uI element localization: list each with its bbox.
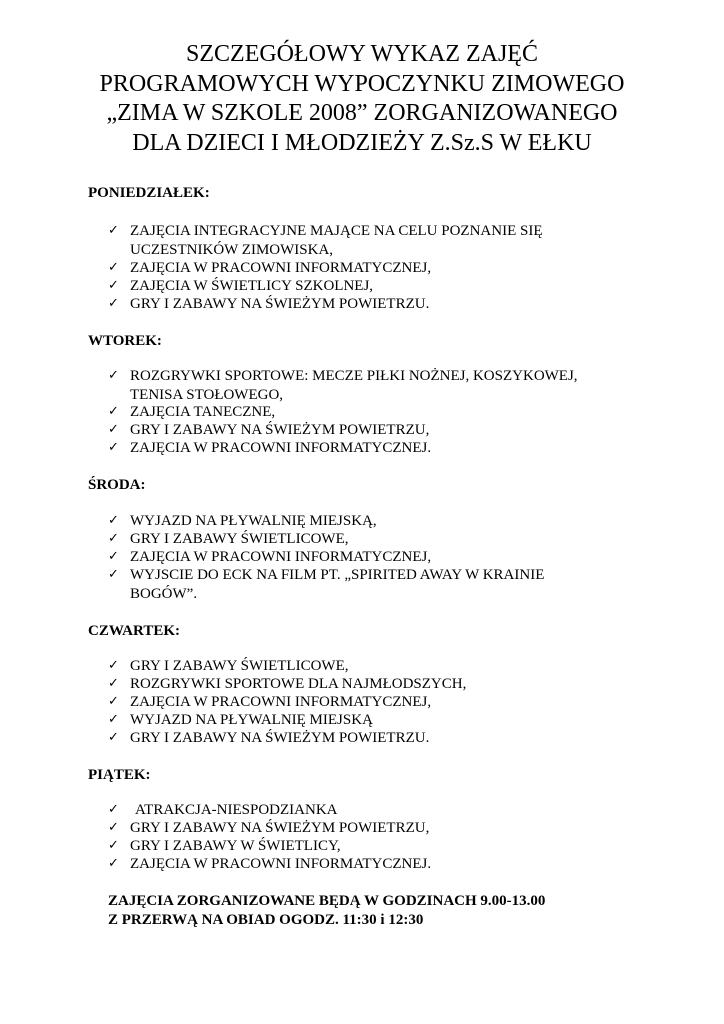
day-heading-thursday: CZWARTEK: [88,623,180,639]
checkmark-icon: ✓ [108,296,119,311]
list-item-text: ZAJĘCIA W PRACOWNI INFORMATYCZNEJ. [130,856,432,872]
title-line: PROGRAMOWYCH WYPOCZYNKU ZIMOWEGO [99,70,625,97]
title-line: DLA DZIECI I MŁODZIEŻY Z.Sz.S W EŁKU [132,129,592,156]
checkmark-icon: ✓ [108,838,119,853]
checkmark-icon: ✓ [108,368,119,383]
title-line: SZCZEGÓŁOWY WYKAZ ZAJĘĆ [186,41,538,67]
list-item-text: BOGÓW”. [130,585,198,602]
list-item-text: ZAJĘCIA W ŚWIETLICY SZKOLNEJ, [130,278,374,294]
schedule-hours-note [108,892,545,930]
title-line: „ZIMA W SZKOLE 2008” ZORGANIZOWANEGO [106,100,618,126]
checkmark-icon: ✓ [108,422,119,437]
list-item-text: TENISA STOŁOWEGO, [130,386,284,403]
checkmark-icon: ✓ [108,513,119,528]
checkmark-icon: ✓ [108,730,119,745]
list-item-text: UCZESTNIKÓW ZIMOWISKA, [130,241,334,258]
list-item-text: GRY I ZABAWY W ŚWIETLICY, [130,838,341,854]
checkmark-icon: ✓ [108,856,119,871]
list-item-text: WYJAZD NA PŁYWALNIĘ MIEJSKĄ, [130,513,377,529]
checkmark-icon: ✓ [108,278,119,293]
list-item-text: ZAJĘCIA W PRACOWNI INFORMATYCZNEJ, [130,694,432,710]
list-item-text: GRY I ZABAWY ŚWIETLICOWE, [130,658,349,674]
list-item-text: GRY I ZABAWY NA ŚWIEŻYM POWIETRZU. [130,296,430,312]
list-item-text: GRY I ZABAWY NA ŚWIEŻYM POWIETRZU, [130,820,430,836]
list-item-text: GRY I ZABAWY ŚWIETLICOWE, [130,531,349,547]
document-title [60,40,664,158]
checkmark-icon: ✓ [108,712,119,727]
checkmark-icon: ✓ [108,694,119,709]
footer-line: Z PRZERWĄ NA OBIAD OGODZ. 11:30 i 12:30 [108,912,424,928]
checkmark-icon: ✓ [108,404,119,419]
list-item-text: WYJAZD NA PŁYWALNIĘ MIEJSKĄ [130,712,373,728]
checkmark-icon: ✓ [108,531,119,546]
list-item-text: ZAJĘCIA W PRACOWNI INFORMATYCZNEJ, [130,260,432,276]
list-item-text: ROZGRYWKI SPORTOWE: MECZE PIŁKI NOŻNEJ, KOSZYKOWEJ, [130,368,578,384]
checkmark-icon: ✓ [108,440,119,455]
list-item-text: ROZGRYWKI SPORTOWE DLA NAJMŁODSZYCH, [130,676,467,692]
checkmark-icon: ✓ [108,567,119,582]
list-item-text: ATRAKCJA-NIESPODZIANKA [135,802,338,818]
checkmark-icon: ✓ [108,260,119,275]
checkmark-icon: ✓ [108,549,119,564]
list-item-text: ZAJĘCIA W PRACOWNI INFORMATYCZNEJ. [130,440,432,456]
list-item-text: WYJSCIE DO ECK NA FILM PT. „SPIRITED AWAY W KRAINIE [130,567,545,583]
list-item-text: ZAJĘCIA W PRACOWNI INFORMATYCZNEJ, [130,549,432,565]
checkmark-icon: ✓ [108,820,119,835]
list-item-text: ZAJĘCIA INTEGRACYJNE MAJĄCE NA CELU POZNANIE SIĘ [130,223,543,239]
day-heading-friday: PIĄTEK: [88,767,151,783]
list-item-text: GRY I ZABAWY NA ŚWIEŻYM POWIETRZU, [130,422,430,438]
checkmark-icon: ✓ [108,223,119,238]
list-item-text: GRY I ZABAWY NA ŚWIEŻYM POWIETRZU. [130,730,430,746]
day-heading-monday: PONIEDZIAŁEK: [88,185,210,201]
day-heading-tuesday: WTOREK: [88,333,162,349]
checkmark-icon: ✓ [108,802,119,817]
footer-line: ZAJĘCIA ZORGANIZOWANE BĘDĄ W GODZINACH 9.00-13.00 [108,893,546,909]
checkmark-icon: ✓ [108,676,119,691]
checkmark-icon: ✓ [108,658,119,673]
day-heading-wednesday: ŚRODA: [88,477,146,493]
list-item-text: ZAJĘCIA TANECZNE, [130,404,276,420]
